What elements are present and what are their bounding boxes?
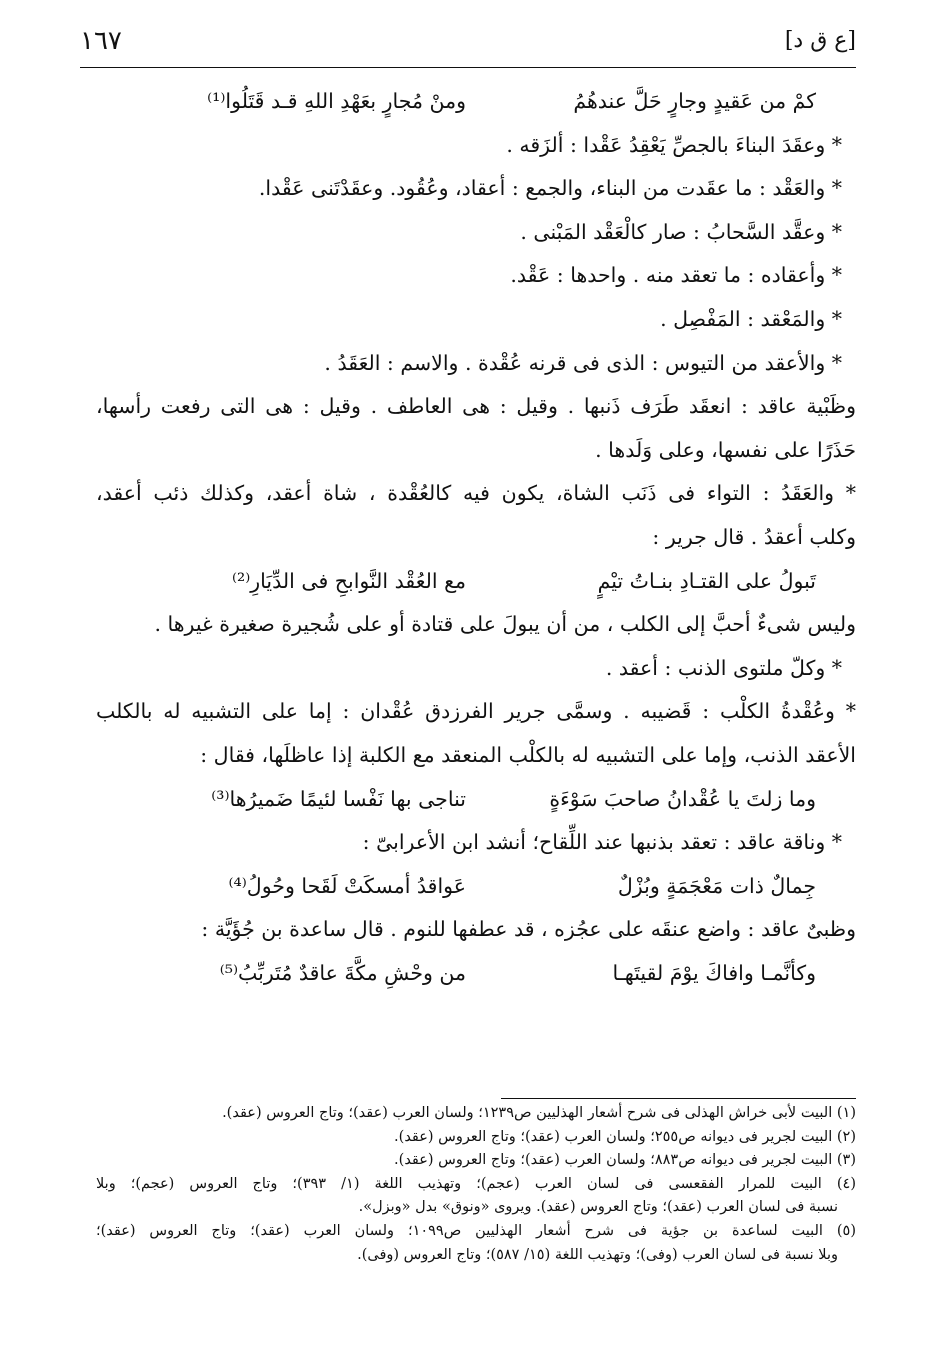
text-line: الأعقد الذنب، وإما على التشبيه له بالكلْب المنعقد مع الكلبة إذا عاظلَها، فقال : — [200, 742, 856, 767]
text-line: حَذَرًا على نفسها، وعلى وَلَدها . — [595, 437, 856, 462]
verse-line — [96, 952, 856, 996]
verse-second-hemistich: عَواقدُ أمسكَتْ لَقَحا وحُولُ⁽⁴⁾ — [228, 873, 466, 898]
text-line: * والعَقْد : ما عقَدت من البناء، والجمع : أعقاد، وعُقُود. وعقَدْتَنى عَقْدا. — [258, 176, 842, 201]
verse-line — [96, 560, 856, 604]
text-line: * وعُقْدةُ الكلْب : قَضيبه . وسمَّى جرير الفرزدق عُقْدان : إما على التشبيه له بالكلب — [96, 699, 856, 724]
verse-second-hemistich: ومنْ مُجارٍ بعَهْدِ اللهِ قـد قَتَلُوا⁽¹⁾ — [207, 89, 466, 113]
footnote: (٥) البيت لساعدة بن جؤية فى شرح أشعار الهذليين ص١٠٩٩؛ ولسان العرب (عقد)؛ وتاج العروس (عقد)؛ — [96, 1222, 856, 1239]
text-line: * والمَعْقد : المَفْصِل . — [660, 306, 842, 331]
footnote: (٣) البيت لجرير فى ديوانه ص٨٨٣؛ ولسان العرب (عقد)؛ وتاج العروس (عقد). — [394, 1152, 856, 1169]
main-text — [96, 80, 856, 995]
footnote-separator — [501, 1098, 856, 1099]
footnote-continuation: وبلا نسبة فى لسان العرب (وفى)؛ وتهذيب اللغة (١٥/ ٥٨٧)؛ وتاج العروس (وفى). — [357, 1246, 838, 1263]
header-rule — [80, 67, 856, 68]
text-line: * والأعقد من التيوس : الذى فى قرنه عُقْدة . والاسم : العَقَدُ . — [324, 350, 842, 375]
text-line: وظبىٌ عاقد : واضع عنقَه على عجُزه ، قد عطفها للنوم . قال ساعدة بن جُؤَيَّة : — [201, 917, 856, 942]
text-line: * وعقَّد السَّحابُ : صار كالْعَقْد المَبْنى . — [520, 219, 842, 244]
text-line: وليس شىءٌ أحبَّ إلى الكلب ، من أن يبولَ على قتادة أو على شُجيرة صغيرة غيرها . — [154, 612, 856, 637]
page-number: ١٦٧ — [80, 26, 122, 56]
verse-first-hemistich: تَبولُ على القتـادِ بنـاتُ تيْمٍ — [597, 568, 816, 593]
text-line: * وناقة عاقد : تعقد بذنبها عند اللِّقاح؛ أنشد ابن الأعرابىّ : — [362, 830, 842, 855]
verse-first-hemistich: وما زلتَ يا عُقْدانُ صاحبَ سَوْءَةٍ — [549, 786, 816, 811]
text-line: * وعقَدَ البناءَ بالجصِّ يَعْقِدُ عَقْدا : ألزَقه . — [506, 132, 842, 157]
page-header — [80, 26, 856, 66]
verse-first-hemistich: وكأنَّمـا وافاكَ يوْمَ لقيتَهـا — [612, 960, 816, 985]
verse-second-hemistich: تناجى بها نَفْسا لئيمًا ضَميرُها⁽³⁾ — [211, 786, 466, 811]
running-head: [ع ق د] — [784, 28, 856, 53]
verse-line — [96, 80, 856, 124]
footnote: (٢) البيت لجرير فى ديوانه ص٢٥٥؛ ولسان العرب (عقد)؛ وتاج العروس (عقد). — [394, 1128, 856, 1145]
text-line: * وكلّ ملتوى الذنب : أعقد . — [605, 655, 842, 680]
verse-second-hemistich: من وحْشِ مكَّةَ عاقدٌ مُتَربِّبُ⁽⁵⁾ — [219, 960, 466, 985]
verse-second-hemistich: مع العُقْد النَّوابحِ فى الدِّيَارِ⁽²⁾ — [231, 568, 466, 593]
text-line: وكلب أعقدُ . قال جرير : — [652, 524, 856, 549]
verse-line — [96, 778, 856, 822]
footnote: (٤) البيت للمرار الفقعسى فى لسان العرب (عجم)؛ وتهذيب اللغة (١/ ٣٩٣)؛ وتاج العروس (عجم)؛ وبلا — [96, 1175, 856, 1192]
footnote-continuation: نسبة فى لسان العرب (عقد)؛ وتاج العروس (عقد). ويروى «ونوق» بدل «وبزل». — [358, 1199, 838, 1216]
verse-line — [96, 865, 856, 909]
text-line: * والعَقَدُ : التواء فى ذَنَب الشاة، يكون فيه كالعُقْدة ، شاة أعقد، وكذلك ذئب أعقد، — [96, 481, 856, 506]
text-line: وظَبْية عاقد : انعقَد طَرَف ذَنبها . وقيل : هى العاطف . وقيل : هى التى رفعت رأسها، — [96, 394, 856, 419]
verse-first-hemistich: جِمالٌ ذات مَعْجَمَةٍ وبُزْلٌ — [617, 873, 816, 898]
verse-first-hemistich: كمْ من عَقيدٍ وجارٍ حَلَّ عندهُمُ — [573, 89, 816, 113]
text-line: * وأعقاده : ما تعقد منه . واحدها : عَقْد. — [510, 263, 842, 288]
footnotes — [96, 1102, 856, 1267]
footnote: (١) البيت لأبى خراش الهذلى فى شرح أشعار الهذليين ص١٢٣٩؛ ولسان العرب (عقد)؛ وتاج العروس (عقد). — [222, 1105, 856, 1121]
